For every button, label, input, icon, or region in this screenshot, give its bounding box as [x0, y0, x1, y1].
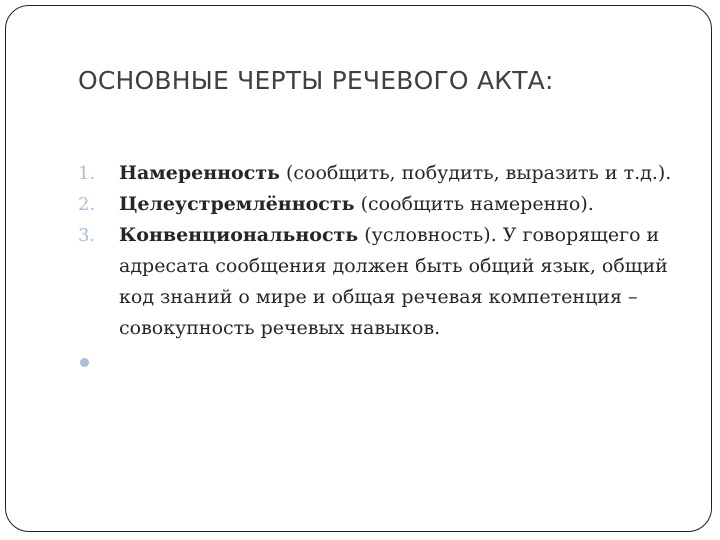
slide-title: ОСНОВНЫЕ ЧЕРТЫ РЕЧЕВОГО АКТА: — [78, 66, 554, 95]
list-item-number: 1. — [78, 163, 96, 184]
bullet-dot-icon — [80, 358, 89, 367]
list-item-term: Целеустремлённость — [119, 193, 355, 215]
list-item — [78, 220, 678, 344]
list-item-description: (сообщить, побудить, выразить и т.д.). — [279, 162, 672, 184]
list-item-number: 2. — [78, 194, 96, 215]
list-item-text — [119, 158, 678, 189]
list-item-number: 3. — [78, 225, 96, 246]
list-item-text — [119, 220, 678, 344]
empty-bullet-item — [78, 344, 678, 375]
list-item — [78, 189, 678, 220]
list-item-text — [119, 189, 678, 220]
list-item-description: (сообщить намеренно). — [354, 193, 594, 215]
list-item-term: Конвенциональность — [119, 224, 359, 246]
list-item — [78, 158, 678, 189]
features-list — [78, 158, 678, 375]
list-item-term: Намеренность — [119, 162, 280, 184]
list-item-description: (условность). У говорящего и адресата сообщения должен быть общий язык, общий код знаний о мире и общая речевая компетенция – совокупность речевых навыков. — [119, 224, 668, 339]
